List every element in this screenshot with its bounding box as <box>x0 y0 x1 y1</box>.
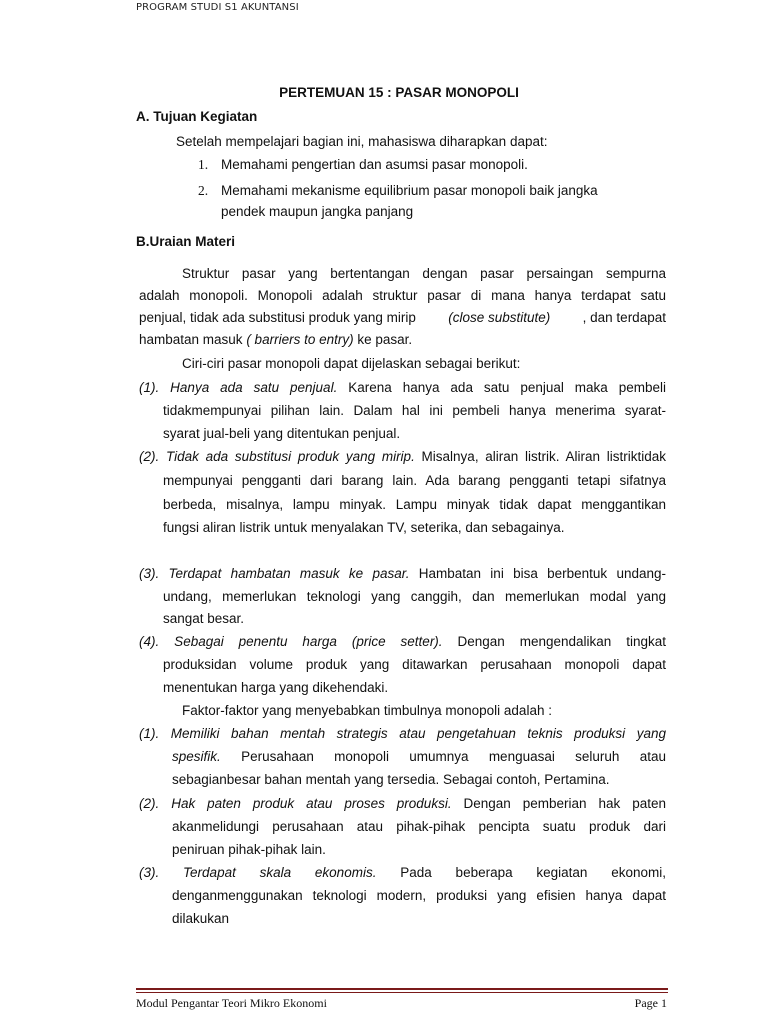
item-line: dilakukan <box>172 911 230 926</box>
faktor-item-3 <box>139 865 666 881</box>
item-text: Hambatan ini bisa berbentuk undang- <box>409 566 666 581</box>
list-item: Memahami pengertian dan asumsi pasar monopoli. <box>221 157 528 172</box>
item-text: Pada beberapa kegiatan ekonomi, <box>376 865 666 880</box>
list-number: 1. <box>198 157 209 172</box>
ciri-item-1 <box>139 380 666 396</box>
item-line: undang, memerlukan teknologi yang canggih, dan memerlukan modal yang <box>163 589 666 604</box>
ciri-item-2 <box>139 449 666 465</box>
item-text: Misalnya, aliran listrik. Aliran listriktidak <box>414 449 666 464</box>
item-text: Dengan pemberian hak paten <box>451 796 666 811</box>
list-item: pendek maupun jangka panjang <box>221 204 414 219</box>
item-line: akanmelidungi perusahaan atau pihak-pihak pencipta suatu produk dari <box>172 819 666 834</box>
ciri-intro: Ciri-ciri pasar monopoli dapat dijelaskan sebagai berikut: <box>182 356 521 371</box>
text-span: hambatan masuk <box>139 332 247 347</box>
text-span: , dan terdapat <box>582 310 666 325</box>
footer-divider <box>136 988 668 990</box>
item-text: Dengan mengendalikan tingkat <box>442 634 666 649</box>
faktor-intro: Faktor-faktor yang menyebabkan timbulnya monopoli adalah : <box>182 703 552 718</box>
paragraph-line <box>139 310 666 326</box>
item-lead: (1). Hanya ada satu penjual. <box>139 380 338 395</box>
item-lead: (3). Terdapat skala ekonomis. <box>139 865 377 880</box>
item-lead: (4). Sebagai penentu harga (price setter). <box>139 634 443 649</box>
item-line: produksidan volume produk yang ditawarkan perusahaan monopoli dapat <box>163 657 666 672</box>
paragraph-line <box>139 332 412 348</box>
item-line <box>172 749 666 765</box>
footer-page-number: Page 1 <box>634 996 667 1010</box>
item-line: peniruan pihak-pihak lain. <box>172 842 326 857</box>
item-lead: (2). Tidak ada substitusi produk yang mirip. <box>139 449 415 464</box>
item-line: fungsi aliran listrik untuk menyalakan TV, seterika, dan sebagainya. <box>163 520 565 535</box>
item-line: sangat besar. <box>163 611 245 626</box>
text-span: ke pasar. <box>353 332 413 347</box>
page-title: PERTEMUAN 15 : PASAR MONOPOLI <box>279 85 519 100</box>
item-line: syarat jual-beli yang ditentukan penjual. <box>163 426 401 441</box>
text-span-italic: (close substitute) <box>448 310 551 325</box>
footer-module-name: Modul Pengantar Teori Mikro Ekonomi <box>136 996 327 1010</box>
text-span: penjual, tidak ada substitusi produk yang mirip <box>139 310 416 325</box>
list-item: Memahami mekanisme equilibrium pasar monopoli baik jangka <box>221 183 598 198</box>
text-span-italic: ( barriers to entry) <box>246 332 354 347</box>
paragraph-line: adalah monopoli. Monopoli adalah struktur pasar di mana hanya terdapat satu <box>139 288 666 303</box>
item-lead: (3). Terdapat hambatan masuk ke pasar. <box>139 566 410 581</box>
item-lead: spesifik. <box>172 749 221 764</box>
section-a-intro: Setelah mempelajari bagian ini, mahasiswa diharapkan dapat: <box>176 134 548 149</box>
item-text: Perusahaan monopoli umumnya menguasai seluruh atau <box>220 749 666 764</box>
item-text: Karena hanya ada satu penjual maka pembeli <box>337 380 667 395</box>
faktor-item-2 <box>139 796 666 812</box>
section-a-heading: A. Tujuan Kegiatan <box>136 109 258 124</box>
item-line: mempunyai pengganti dari barang lain. Ada barang pengganti tetapi sifatnya <box>163 473 666 488</box>
running-header: PROGRAM STUDI S1 AKUNTANSI <box>136 2 299 13</box>
section-b-heading: B.Uraian Materi <box>136 234 236 249</box>
item-line: sebagianbesar bahan mentah yang tersedia. Sebagai contoh, Pertamina. <box>172 772 610 787</box>
item-line: berbeda, misalnya, lampu minyak. Lampu minyak tidak dapat menggantikan <box>163 497 666 512</box>
faktor-item-1: (1). Memiliki bahan mentah strategis atau pengetahuan teknis produksi yang <box>139 726 666 741</box>
ciri-item-4 <box>139 634 666 650</box>
item-line: tidakmempunyai pilihan lain. Dalam hal ini pembeli hanya menerima syarat- <box>163 403 666 418</box>
item-lead: (2). Hak paten produk atau proses produksi. <box>139 796 452 811</box>
paragraph-line: Struktur pasar yang bertentangan dengan pasar persaingan sempurna <box>182 266 666 281</box>
ciri-item-3 <box>139 566 666 582</box>
item-line: menentukan harga yang dikehendaki. <box>163 680 389 695</box>
list-number: 2. <box>198 183 209 198</box>
footer-divider <box>136 992 668 993</box>
item-line: denganmenggunakan teknologi modern, produksi yang efisien hanya dapat <box>172 888 666 903</box>
